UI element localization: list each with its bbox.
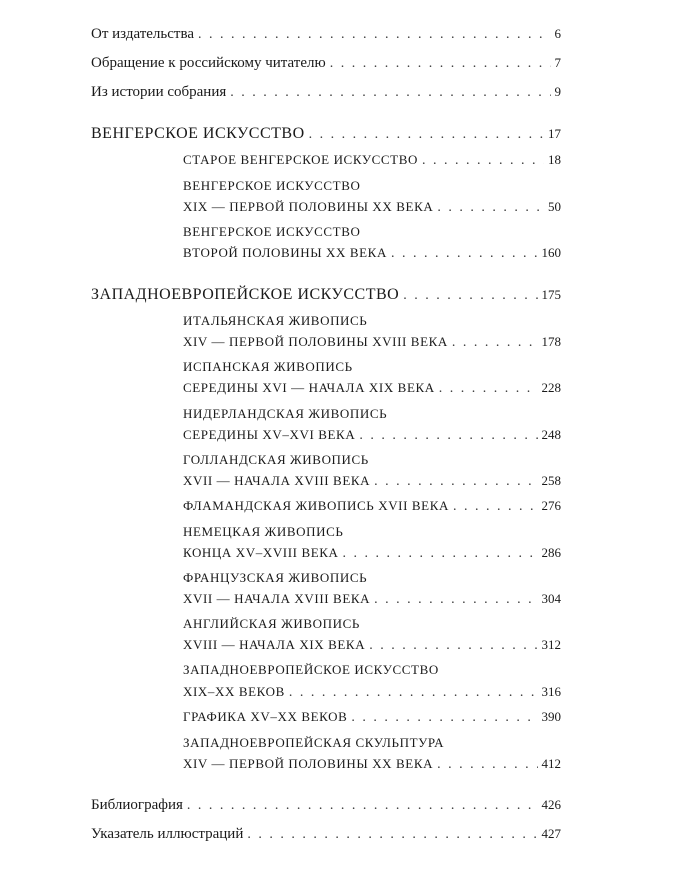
dot-leader xyxy=(359,428,537,444)
dot-leader xyxy=(247,827,537,843)
toc-subentry[interactable] xyxy=(183,684,561,701)
dot-leader xyxy=(230,85,550,101)
subentry-heading-line: ВЕНГЕРСКОЕ ИСКУССТВО xyxy=(183,224,361,239)
subentry-line: XVII — НАЧАЛА XVIII ВЕКА xyxy=(183,473,371,488)
toc-page-number: 412 xyxy=(541,756,561,771)
subentry-line: КОНЦА XV–XVIII ВЕКА xyxy=(183,545,339,560)
toc-subentry[interactable] xyxy=(183,473,561,490)
toc-subentry[interactable] xyxy=(183,427,561,444)
toc-entry-title: Указатель иллюстраций xyxy=(91,826,244,842)
subentry-line: XIX–XX ВЕКОВ xyxy=(183,684,285,699)
toc-entry[interactable] xyxy=(91,84,561,101)
toc-page-number: 316 xyxy=(541,684,561,699)
toc-page-number: 286 xyxy=(541,545,561,560)
toc-subentry[interactable] xyxy=(183,334,561,351)
toc-subentry[interactable] xyxy=(183,756,561,773)
subentry-line: XIX — ПЕРВОЙ ПОЛОВИНЫ XX ВЕКА xyxy=(183,199,434,214)
toc-entry[interactable] xyxy=(91,26,561,43)
dot-leader xyxy=(369,638,537,654)
subentry-heading-line: ВЕНГЕРСКОЕ ИСКУССТВО xyxy=(183,178,361,193)
toc-page-number: 248 xyxy=(541,427,561,442)
toc-subentry[interactable] xyxy=(183,637,561,654)
toc-subentry[interactable] xyxy=(183,380,561,397)
subentry-heading-line: АНГЛИЙСКАЯ ЖИВОПИСЬ xyxy=(183,616,360,631)
toc-page-number: 17 xyxy=(548,126,561,141)
subentry-line: XIV — ПЕРВОЙ ПОЛОВИНЫ XX ВЕКА xyxy=(183,756,434,771)
subentry-line: СТАРОЕ ВЕНГЕРСКОЕ ИСКУССТВО xyxy=(183,152,418,167)
section-title: ВЕНГЕРСКОЕ ИСКУССТВО xyxy=(91,125,305,142)
toc-page-number: 304 xyxy=(541,591,561,606)
dot-leader xyxy=(330,56,551,72)
toc-subentry[interactable] xyxy=(183,245,561,262)
dot-leader xyxy=(198,27,550,43)
toc-page-number: 175 xyxy=(541,287,561,302)
dot-leader xyxy=(374,474,537,490)
subentry-heading-line: ИТАЛЬЯНСКАЯ ЖИВОПИСЬ xyxy=(183,313,368,328)
dot-leader xyxy=(374,592,537,608)
toc-page-number: 18 xyxy=(548,152,561,167)
toc-subentry[interactable] xyxy=(183,152,561,169)
subentry-line: XIV — ПЕРВОЙ ПОЛОВИНЫ XVIII ВЕКА xyxy=(183,334,448,349)
toc-page-number: 258 xyxy=(541,473,561,488)
toc-page-number: 312 xyxy=(541,637,561,652)
toc-section-heading[interactable] xyxy=(91,125,561,143)
subentry-line: СЕРЕДИНЫ XV–XVI ВЕКА xyxy=(183,427,356,442)
toc-entry[interactable] xyxy=(91,826,561,843)
dot-leader xyxy=(289,685,538,701)
toc-subentry[interactable] xyxy=(183,591,561,608)
dot-leader xyxy=(422,153,544,169)
toc-page-number: 50 xyxy=(548,199,561,214)
subentry-line: ВТОРОЙ ПОЛОВИНЫ XX ВЕКА xyxy=(183,245,387,260)
toc-page-number: 178 xyxy=(541,334,561,349)
toc-entry-title: Обращение к российскому читателю xyxy=(91,55,326,71)
toc-subentry[interactable] xyxy=(183,545,561,562)
subentry-line: ФЛАМАНДСКАЯ ЖИВОПИСЬ XVII ВЕКА xyxy=(183,498,449,513)
toc-entry[interactable] xyxy=(91,55,561,72)
toc-subentry[interactable] xyxy=(183,199,561,216)
dot-leader xyxy=(343,546,538,562)
subentry-line: XVIII — НАЧАЛА XIX ВЕКА xyxy=(183,637,366,652)
subentry-line: СЕРЕДИНЫ XVI — НАЧАЛА XIX ВЕКА xyxy=(183,380,435,395)
dot-leader xyxy=(187,798,538,814)
dot-leader xyxy=(453,499,538,515)
subentry-heading-line: НЕМЕЦКАЯ ЖИВОПИСЬ xyxy=(183,524,344,539)
subentry-heading-line: ГОЛЛАНДСКАЯ ЖИВОПИСЬ xyxy=(183,452,369,467)
subentry-heading-line: ФРАНЦУЗСКАЯ ЖИВОПИСЬ xyxy=(183,570,368,585)
subentry-line: ГРАФИКА XV–XX ВЕКОВ xyxy=(183,709,348,724)
subentry-heading-line: ИСПАНСКАЯ ЖИВОПИСЬ xyxy=(183,359,353,374)
dot-leader xyxy=(437,757,537,773)
toc-entry[interactable] xyxy=(91,797,561,814)
dot-leader xyxy=(403,288,537,304)
subentry-heading-line: ЗАПАДНОЕВРОПЕЙСКАЯ СКУЛЬПТУРА xyxy=(183,735,445,750)
toc-page-number: 390 xyxy=(541,709,561,724)
toc-section-heading[interactable] xyxy=(91,286,561,304)
toc-page-number: 427 xyxy=(541,826,561,841)
dot-leader xyxy=(309,127,544,143)
dot-leader xyxy=(391,246,538,262)
subentry-line: XVII — НАЧАЛА XVIII ВЕКА xyxy=(183,591,371,606)
toc-entry-title: Библиография xyxy=(91,797,183,813)
toc-subentry[interactable] xyxy=(183,709,561,726)
toc-page-number: 9 xyxy=(554,84,561,99)
dot-leader xyxy=(452,335,538,351)
subentry-heading-line: ЗАПАДНОЕВРОПЕЙСКОЕ ИСКУССТВО xyxy=(183,662,439,677)
toc-subentry[interactable] xyxy=(183,498,561,515)
subentry-heading-line: НИДЕРЛАНДСКАЯ ЖИВОПИСЬ xyxy=(183,406,388,421)
section-title: ЗАПАДНОЕВРОПЕЙСКОЕ ИСКУССТВО xyxy=(91,286,400,303)
dot-leader xyxy=(437,200,544,216)
dot-leader xyxy=(439,381,538,397)
toc-page-number: 426 xyxy=(541,797,561,812)
toc-entry-title: Из истории собрания xyxy=(91,84,227,100)
toc-page-number: 160 xyxy=(541,245,561,260)
toc-page-number: 276 xyxy=(541,498,561,513)
dot-leader xyxy=(351,710,537,726)
toc-entry-title: От издательства xyxy=(91,26,195,42)
toc-page-number: 6 xyxy=(554,26,561,41)
toc-page-number: 228 xyxy=(541,380,561,395)
toc-page-number: 7 xyxy=(554,55,561,70)
